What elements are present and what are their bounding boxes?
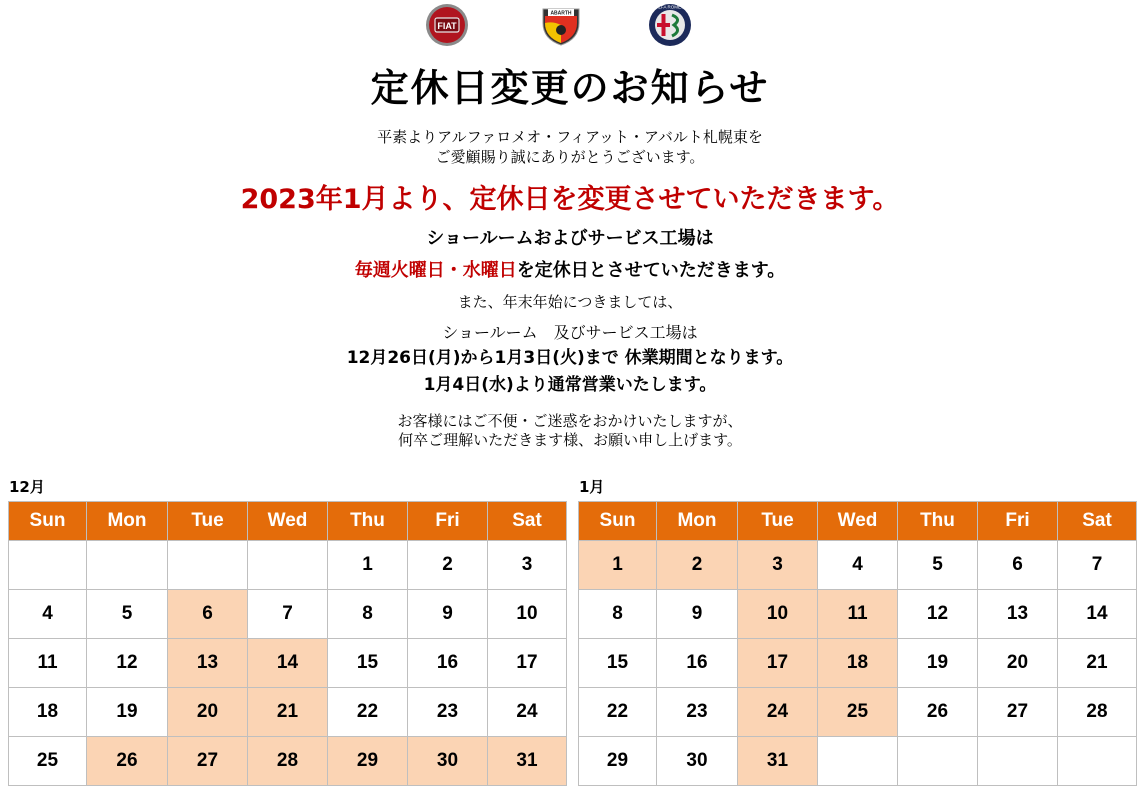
weekday-header: Tue (738, 502, 818, 541)
weekday-header-row (9, 502, 567, 541)
calendar-day-cell: 9 (408, 590, 488, 639)
calendar-day-cell: 2 (657, 541, 738, 590)
notice-line-4: ショールーム 及びサービス工場は (442, 323, 698, 342)
calendar-day-cell: 26 (87, 737, 168, 786)
calendar-day-cell: 24 (738, 688, 818, 737)
calendar-day-cell: 17 (488, 639, 567, 688)
calendar-week-row (9, 590, 567, 639)
calendar-day-cell: 17 (738, 639, 818, 688)
calendar-day-cell: 18 (818, 639, 898, 688)
calendar-day-cell: 8 (328, 590, 408, 639)
calendar-day-cell: 11 (818, 590, 898, 639)
calendar-day-cell: 21 (1058, 639, 1137, 688)
weekday-header: Fri (978, 502, 1058, 541)
calendar-day-cell: 15 (579, 639, 657, 688)
calendar-empty-cell (9, 541, 87, 590)
calendar-day-cell: 27 (168, 737, 248, 786)
calendar-day-cell: 14 (1058, 590, 1137, 639)
calendar-grid (578, 501, 1137, 786)
notice-line-1: ショールームおよびサービス工場は (426, 228, 714, 249)
calendar-day-cell: 1 (579, 541, 657, 590)
calendar-day-cell: 13 (168, 639, 248, 688)
weekday-header: Mon (87, 502, 168, 541)
reopen-line: 1月4日(水)より通常営業いたします。 (423, 375, 717, 395)
calendar-day-cell: 5 (898, 541, 978, 590)
calendar-day-cell: 6 (168, 590, 248, 639)
calendar-week-row (9, 639, 567, 688)
holiday-period-line: 12月26日(月)から1月3日(火)まで 休業期間となります。 (346, 348, 794, 368)
calendar-day-cell: 10 (488, 590, 567, 639)
calendar-empty-cell (898, 737, 978, 786)
calendar-month-label: 12月 (9, 478, 45, 496)
calendar-day-cell: 22 (579, 688, 657, 737)
calendar-empty-cell (818, 737, 898, 786)
calendar-day-cell: 16 (657, 639, 738, 688)
weekday-header: Wed (818, 502, 898, 541)
weekday-header: Sun (9, 502, 87, 541)
calendar-empty-cell (978, 737, 1058, 786)
abarth-logo (539, 3, 583, 47)
calendar-day-cell: 24 (488, 688, 567, 737)
calendar-day-cell: 1 (328, 541, 408, 590)
calendar-empty-cell (87, 541, 168, 590)
calendar-day-cell: 18 (9, 688, 87, 737)
apology-line-2: 何卒ご理解いただきます様、お願い申し上げます。 (398, 431, 742, 449)
calendar-day-cell: 10 (738, 590, 818, 639)
notice-line-2 (0, 258, 1140, 284)
calendar-day-cell: 31 (488, 737, 567, 786)
calendar-day-cell: 30 (408, 737, 488, 786)
svg-text:ALFA ROMEO: ALFA ROMEO (655, 4, 685, 10)
calendar-day-cell: 28 (1058, 688, 1137, 737)
notice-line-3: また、年末年始につきましては、 (457, 293, 683, 311)
calendar-empty-cell (168, 541, 248, 590)
fiat-logo (425, 3, 469, 47)
calendar-grid (8, 501, 567, 786)
calendar-day-cell: 14 (248, 639, 328, 688)
calendar-day-cell: 21 (248, 688, 328, 737)
calendar-day-cell: 6 (978, 541, 1058, 590)
alfa-romeo-logo (648, 3, 692, 47)
calendar-day-cell: 7 (248, 590, 328, 639)
calendar-week-row (579, 688, 1137, 737)
calendar-day-cell: 20 (168, 688, 248, 737)
page-title: 定休日変更のお知らせ (370, 66, 770, 110)
closed-days-highlight: 毎週火曜日・水曜日 (354, 260, 517, 281)
weekday-header: Sat (1058, 502, 1137, 541)
calendar-day-cell: 8 (579, 590, 657, 639)
weekday-header: Mon (657, 502, 738, 541)
calendar-week-row (9, 737, 567, 786)
calendar-day-cell: 30 (657, 737, 738, 786)
weekday-header-row (579, 502, 1137, 541)
calendar-day-cell: 20 (978, 639, 1058, 688)
calendar-day-cell: 9 (657, 590, 738, 639)
notice-line-2-rest: を定休日とさせていただきます。 (516, 260, 786, 281)
calendar-day-cell: 15 (328, 639, 408, 688)
calendar-day-cell: 3 (488, 541, 567, 590)
calendar-week-row (9, 541, 567, 590)
calendar-day-cell: 22 (328, 688, 408, 737)
calendar-day-cell: 11 (9, 639, 87, 688)
calendar-day-cell: 29 (579, 737, 657, 786)
calendar-day-cell: 7 (1058, 541, 1137, 590)
weekday-header: Fri (408, 502, 488, 541)
calendar-week-row (9, 688, 567, 737)
calendar-day-cell: 12 (87, 639, 168, 688)
calendar-day-cell: 2 (408, 541, 488, 590)
calendar-empty-cell (1058, 737, 1137, 786)
calendar-day-cell: 13 (978, 590, 1058, 639)
calendar-day-cell: 25 (818, 688, 898, 737)
intro-line-2: ご愛顧賜り誠にありがとうございます。 (435, 148, 705, 166)
calendar-empty-cell (248, 541, 328, 590)
january-calendar (578, 477, 1137, 786)
calendar-day-cell: 31 (738, 737, 818, 786)
calendar-day-cell: 23 (657, 688, 738, 737)
calendar-week-row (579, 737, 1137, 786)
calendar-month-label: 1月 (579, 478, 605, 496)
weekday-header: Tue (168, 502, 248, 541)
calendar-day-cell: 25 (9, 737, 87, 786)
calendar-day-cell: 5 (87, 590, 168, 639)
svg-text:ABARTH: ABARTH (550, 10, 572, 17)
calendar-day-cell: 29 (328, 737, 408, 786)
calendar-day-cell: 23 (408, 688, 488, 737)
calendar-week-row (579, 639, 1137, 688)
calendar-day-cell: 3 (738, 541, 818, 590)
december-calendar (8, 477, 567, 786)
weekday-header: Thu (328, 502, 408, 541)
apology-line-1: お客様にはご不便・ご迷惑をおかけいたしますが、 (397, 412, 743, 430)
calendar-week-row (579, 590, 1137, 639)
calendar-week-row (579, 541, 1137, 590)
calendar-day-cell: 16 (408, 639, 488, 688)
calendar-day-cell: 19 (898, 639, 978, 688)
weekday-header: Sat (488, 502, 567, 541)
calendar-day-cell: 27 (978, 688, 1058, 737)
calendar-day-cell: 4 (818, 541, 898, 590)
intro-line-1: 平素よりアルファロメオ・フィアット・アバルト札幌東を (377, 128, 763, 146)
headline-announcement: 2023年1月より、定休日を変更させていただきます。 (240, 184, 900, 215)
svg-text:FIAT: FIAT (437, 21, 457, 31)
weekday-header: Thu (898, 502, 978, 541)
brand-logos (0, 3, 1140, 51)
weekday-header: Wed (248, 502, 328, 541)
calendar-day-cell: 26 (898, 688, 978, 737)
calendar-day-cell: 19 (87, 688, 168, 737)
calendar-day-cell: 12 (898, 590, 978, 639)
calendar-day-cell: 28 (248, 737, 328, 786)
calendar-day-cell: 4 (9, 590, 87, 639)
weekday-header: Sun (579, 502, 657, 541)
